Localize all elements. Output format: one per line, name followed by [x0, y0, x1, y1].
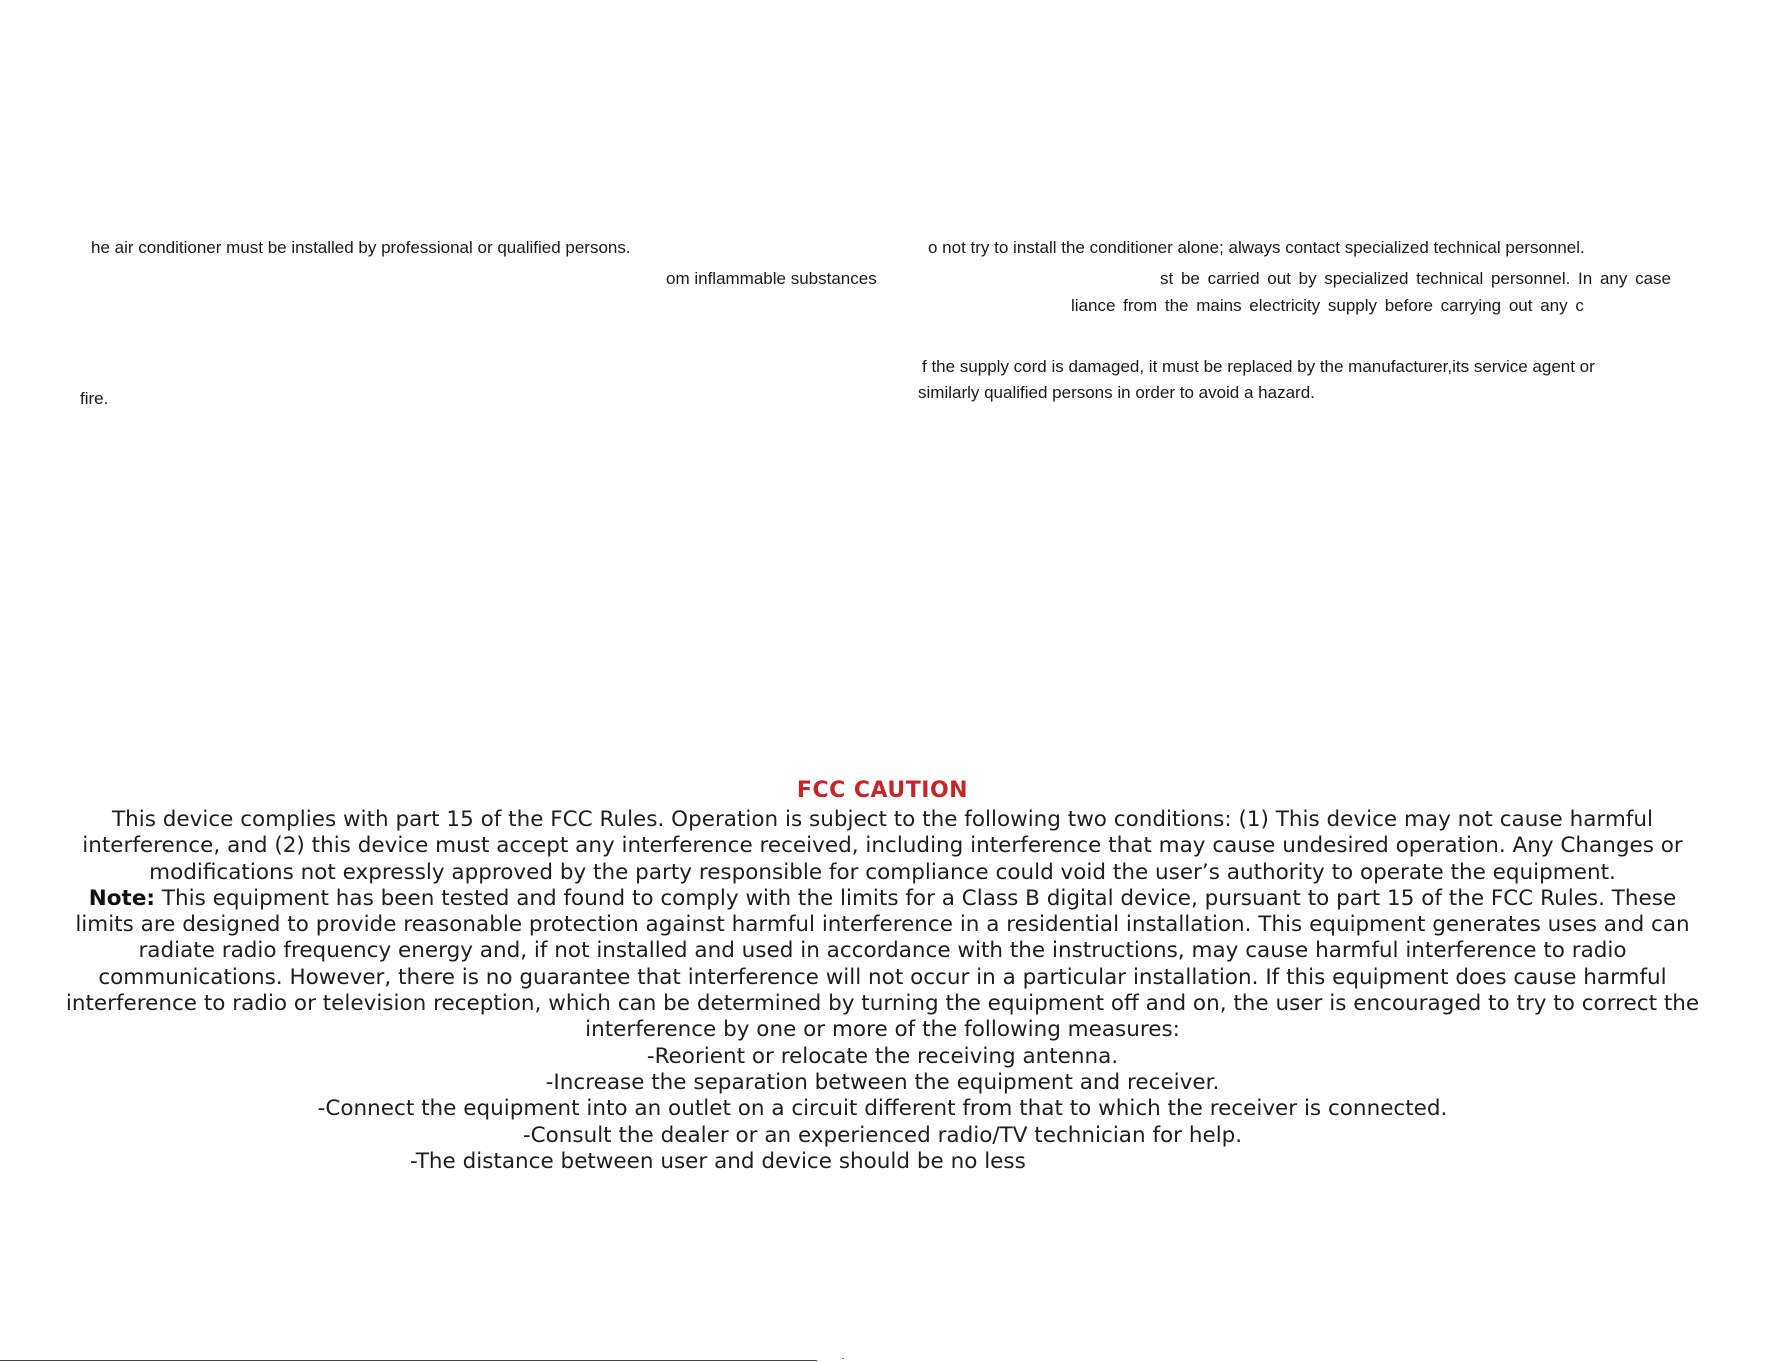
fcc-compliance-paragraph: This device complies with part 15 of the FCC Rules. Operation is subject to the following two conditions: (1) This device may not cause harmful interference, and (2) this device must accept any interference received, including interference that may cause undesired operation. Any Changes or modifications not expressly approved by the party responsible for compliance could void the user’s authority to operate the equipment. — [82, 807, 1683, 885]
measure-item: -Increase the separation between the equipment and receiver. — [545, 1069, 1220, 1095]
note-label: Note: — [88, 885, 156, 911]
left-fragment-inflammable: om inflammable substances — [666, 269, 877, 288]
left-fragment-installation: he air conditioner must be installed by professional or qualified persons. — [91, 238, 631, 257]
right-fragment-install-alone: o not try to install the conditioner alone; always contact specialized technical personnel. — [928, 238, 1585, 257]
measure-item: -Reorient or relocate the receiving antenna. — [646, 1043, 1119, 1069]
fcc-caution-title: FCC CAUTION — [796, 778, 969, 803]
measure-item: -Connect the equipment into an outlet on a circuit different from that to which the receiver is connected. — [317, 1096, 1448, 1122]
bottom-divider — [0, 1360, 817, 1361]
measure-item: -The distance between user and device should be no less — [410, 1148, 1026, 1174]
fcc-note-paragraph — [60, 886, 1705, 1044]
bottom-tick — [842, 1358, 844, 1359]
note-text: This equipment has been tested and found to comply with the limits for a Class B digital device, pursuant to part 15 of the FCC Rules. These limits are designed to provide reasonable protection against harmful interference in a residential installation. This equipment generates uses and can radiate radio frequency energy and, if not installed and used in accordance with the instructions, may cause harmful interference to radio communications. However, there is no guarantee that interference will not occur in a particular installation. If this equipment does cause harmful interference to radio or television reception, which can be determined by turning the equipment off and on, the user is encouraged to try to correct the interference by one or more of the following measures: — [65, 885, 1700, 1043]
fcc-caution-section — [60, 778, 1705, 1175]
right-fragment-specialized: st be carried out by specialized technical personnel. In any case — [1160, 269, 1671, 288]
right-fragment-hazard: similarly qualified persons in order to avoid a hazard. — [918, 383, 1315, 402]
left-fragment-fire: fire. — [80, 389, 109, 408]
right-fragment-mains-supply: liance from the mains electricity supply before carrying out any c — [1071, 296, 1584, 315]
measure-item: -Consult the dealer or an experienced radio/TV technician for help. — [522, 1122, 1243, 1148]
right-fragment-supply-cord: f the supply cord is damaged, it must be replaced by the manufacturer,its service agent or — [922, 357, 1595, 376]
